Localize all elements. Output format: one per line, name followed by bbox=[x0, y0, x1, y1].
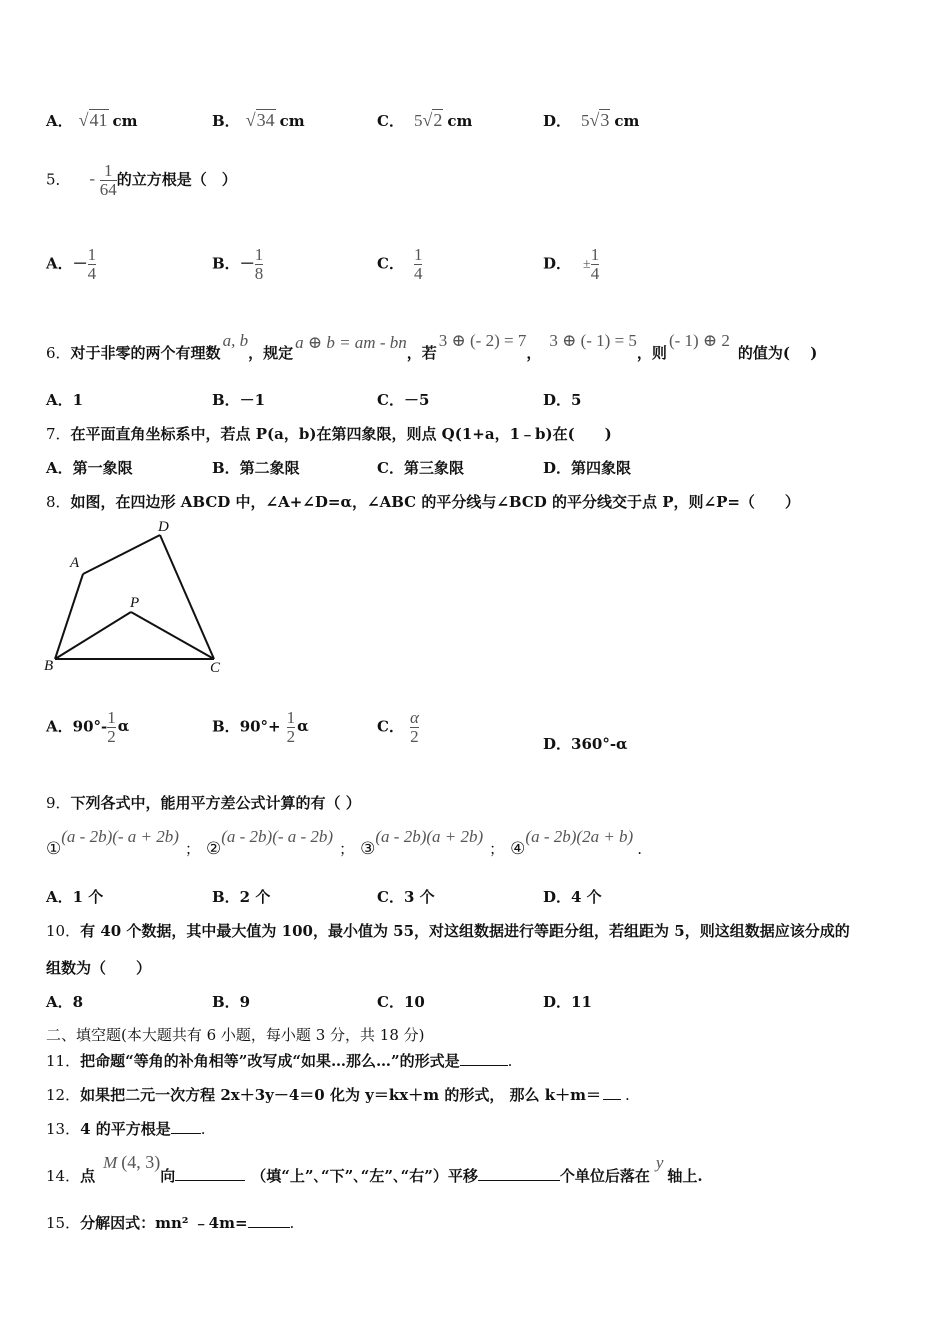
answer-blank[interactable] bbox=[460, 1051, 508, 1066]
q8-option-d: D．360°-α bbox=[543, 735, 628, 753]
q4-option-d: D． 5√3 cm bbox=[543, 110, 640, 130]
answer-blank[interactable] bbox=[248, 1213, 290, 1228]
quadrilateral-figure bbox=[40, 515, 240, 680]
q8-option-c: C． $\frac{\alpha}{2}$ bbox=[377, 708, 419, 746]
q7-option-c: C．第三象限 bbox=[377, 459, 464, 477]
q6-option-c: C．－5 bbox=[377, 391, 430, 409]
fraction: $\frac{1}{4}$ bbox=[87, 245, 97, 283]
q9-option-a: A．1 个 bbox=[46, 888, 104, 906]
question-5: 5． - $\frac{1}{64}$ 的立方根是（ ） bbox=[46, 161, 237, 199]
fraction: $\frac{\alpha}{2}$ bbox=[409, 708, 419, 746]
sqrt-icon: √34 bbox=[245, 110, 275, 130]
q5-option-b: B．－ $\frac{1}{8}$ bbox=[212, 245, 264, 283]
fraction: $\frac{1}{2}$ bbox=[107, 708, 116, 746]
q9-option-c: C．3 个 bbox=[377, 888, 435, 906]
label-c: C bbox=[210, 660, 221, 676]
section-heading: 二、填空题(本大题共有 6 小题，每小题 3 分，共 18 分) bbox=[46, 1026, 425, 1044]
q9-option-d: D．4 个 bbox=[543, 888, 602, 906]
q10-option-d: D．11 bbox=[543, 993, 592, 1011]
fraction: $\frac{1}{4}$ bbox=[413, 245, 423, 283]
answer-blank-direction[interactable] bbox=[175, 1166, 245, 1181]
q7-option-a: A．第一象限 bbox=[46, 459, 133, 477]
question-8: 8．如图，在四边形 ABCD 中，∠A+∠D=α，∠ABC 的平分线与∠BCD 的平分线交于点 P，则∠P=（ ） bbox=[46, 493, 800, 511]
q4-option-c: C． 5√2 cm bbox=[377, 110, 473, 130]
q5-option-c: C． $\frac{1}{4}$ bbox=[377, 245, 423, 283]
sqrt-icon: √3 bbox=[589, 110, 610, 130]
fraction: $\frac{1}{8}$ bbox=[254, 245, 264, 283]
q5-option-a: A．－ $\frac{1}{4}$ bbox=[46, 245, 97, 283]
question-11: 11．把命题“等角的补角相等”改写成“如果…那么…”的形式是 . bbox=[46, 1052, 513, 1070]
answer-blank[interactable] bbox=[171, 1119, 201, 1134]
fraction: $\frac{1}{4}$ bbox=[590, 245, 600, 283]
q7-option-d: D．第四象限 bbox=[543, 459, 632, 477]
q4-option-a: A． √41 cm bbox=[46, 110, 138, 130]
label-d: D bbox=[158, 519, 169, 535]
q10-option-a: A．8 bbox=[46, 993, 84, 1011]
edge-ad bbox=[83, 535, 160, 574]
q7-option-b: B．第二象限 bbox=[212, 459, 300, 477]
question-15: 15．分解因式：mn² ﹣4m= . bbox=[46, 1214, 295, 1232]
q6-option-b: B．－1 bbox=[212, 391, 266, 409]
q4-option-b: B． √34 cm bbox=[212, 110, 305, 130]
q10-option-c: C．10 bbox=[377, 993, 425, 1011]
answer-blank-units[interactable] bbox=[478, 1166, 560, 1181]
fraction: $\frac{1}{64}$ bbox=[99, 161, 117, 199]
question-10-line2: 组数为（ ） bbox=[46, 959, 152, 977]
label-b: B bbox=[44, 658, 54, 674]
question-7: 7．在平面直角坐标系中，若点 P(a，b)在第四象限，则点 Q(1+a，1﹣b)在( ) bbox=[46, 425, 612, 443]
question-10: 10．有 40 个数据，其中最大值为 100，最小值为 55，对这组数据进行等距分组，若组距为 5，则这组数据应该分成的 bbox=[46, 922, 850, 940]
sqrt-icon: √41 bbox=[78, 110, 108, 130]
label-p: P bbox=[130, 595, 140, 611]
edge-bp bbox=[55, 612, 131, 659]
question-13: 13．4 的平方根是 . bbox=[46, 1120, 206, 1138]
q10-option-b: B．9 bbox=[212, 993, 251, 1011]
answer-blank[interactable] bbox=[603, 1085, 621, 1100]
edge-pc bbox=[131, 612, 214, 659]
q8-option-a: A．90°- $\frac{1}{2}$ α bbox=[46, 708, 130, 746]
edge-ba bbox=[55, 574, 83, 659]
q8-option-b: B．90°+ $\frac{1}{2}$ α bbox=[212, 708, 309, 746]
question-6: 6．对于非零的两个有理数a, b，规定a ⊕ b = am - bn，若3 ⊕ (- 2) = 7，3 ⊕ (- 1) = 5，则(- 1) ⊕ 2的值为( ) bbox=[46, 331, 818, 362]
sqrt-icon: √2 bbox=[422, 110, 443, 130]
q9-option-b: B．2 个 bbox=[212, 888, 271, 906]
q6-option-a: A．1 bbox=[46, 391, 84, 409]
q5-option-d: D． ± $\frac{1}{4}$ bbox=[543, 245, 600, 283]
question-14: 14．点M (4, 3)向 （填“上”､“下”､“左”､“右”）平移 个单位后落在y轴上. bbox=[46, 1152, 703, 1185]
q9-items: ①(a - 2b)(- a + 2b)； ②(a - 2b)(- a - 2b)； ③(a - 2b)(a + 2b)； ④(a - 2b)(2a + b). bbox=[46, 827, 642, 859]
edge-dc bbox=[160, 535, 214, 659]
question-12: 12．如果把二元一次方程 2x＋3y－4＝0 化为 y＝kx＋m 的形式， 那么 k＋m＝ . bbox=[46, 1086, 630, 1104]
fraction: $\frac{1}{2}$ bbox=[286, 708, 296, 746]
q6-option-d: D．5 bbox=[543, 391, 582, 409]
label-a: A bbox=[70, 555, 80, 571]
question-9: 9．下列各式中，能用平方差公式计算的有（ ） bbox=[46, 794, 361, 812]
